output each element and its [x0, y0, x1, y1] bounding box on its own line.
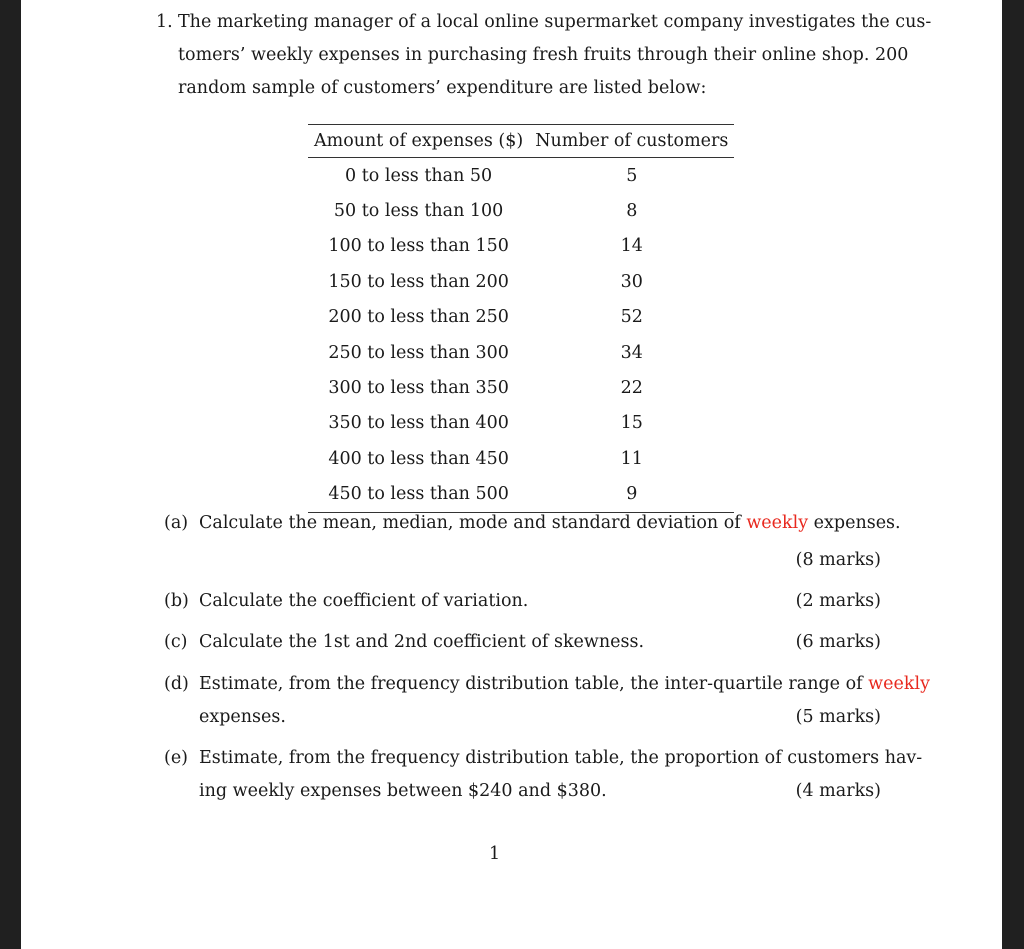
count-cell: 30 [620, 271, 643, 292]
question-1 [156, 6, 932, 105]
count-cell: 14 [620, 236, 643, 257]
part-text [199, 674, 930, 694]
range-cell: 0 to less than 50 [345, 165, 493, 186]
table-row [308, 264, 734, 299]
table-row [308, 477, 734, 513]
count-cell: 8 [626, 201, 638, 222]
part-text-line-2: ing weekly expenses between $240 and $380. [199, 781, 607, 801]
range-cell: 250 to less than 300 [328, 342, 509, 363]
table-row [308, 300, 734, 335]
part-text: Calculate the 1st and 2nd coefficient of skewness. [199, 632, 645, 652]
marks-label: (2 marks) [795, 591, 881, 611]
question-line-3: random sample of customers’ expenditure are listed below: [178, 78, 707, 98]
table-row [308, 158, 734, 194]
count-cell: 34 [620, 342, 643, 363]
part-text-segment: Estimate, from the frequency distribution table, the inter-quartile range of [199, 674, 869, 694]
part-text-segment: expenses. [808, 513, 901, 533]
marks-label: (8 marks) [795, 550, 881, 570]
highlight-word: weekly [868, 674, 930, 694]
part-label: (a) [164, 513, 189, 533]
table-row [308, 406, 734, 441]
part-text-line-2: expenses. [199, 707, 286, 727]
question-number: 1. [156, 12, 173, 32]
table-row [308, 229, 734, 264]
question-line-2: tomers’ weekly expenses in purchasing fresh fruits through their online shop. 200 [178, 45, 909, 65]
part-text-segment: Calculate the mean, median, mode and standard deviation of [199, 513, 747, 533]
highlight-word: weekly [746, 513, 809, 533]
header-customers: Number of customers [529, 125, 734, 158]
frequency-table [308, 124, 734, 513]
question-line-1: The marketing manager of a local online supermarket company investigates the cus- [178, 12, 932, 32]
marks-label: (4 marks) [795, 781, 881, 801]
table-row [308, 441, 734, 476]
table-row [308, 370, 734, 405]
part-label: (c) [164, 632, 188, 652]
range-cell: 400 to less than 450 [328, 448, 509, 469]
part-label: (e) [164, 748, 189, 768]
count-cell: 5 [626, 165, 638, 186]
range-cell: 150 to less than 200 [328, 271, 509, 292]
table-row [308, 335, 734, 370]
document-page [21, 0, 1002, 949]
range-cell: 350 to less than 400 [328, 413, 509, 434]
table-row [308, 193, 734, 228]
range-cell: 450 to less than 500 [308, 477, 529, 513]
range-cell: 50 to less than 100 [333, 201, 504, 222]
range-cell: 300 to less than 350 [328, 378, 509, 399]
part-label: (b) [164, 591, 189, 611]
part-text: Calculate the coefficient of variation. [199, 591, 529, 611]
part-text: Estimate, from the frequency distribution table, the proportion of customers hav- [199, 748, 923, 768]
header-amount: Amount of expenses ($) [308, 125, 529, 158]
marks-label: (5 marks) [795, 707, 881, 727]
question-body [178, 6, 932, 105]
page-number: 1 [489, 844, 501, 864]
count-cell: 22 [620, 378, 643, 399]
count-cell: 52 [620, 307, 643, 328]
marks-label: (6 marks) [795, 632, 881, 652]
range-cell: 100 to less than 150 [328, 236, 509, 257]
table-header-row [308, 125, 734, 158]
part-text [199, 513, 901, 533]
part-label: (d) [164, 674, 189, 694]
count-cell: 9 [529, 477, 734, 513]
count-cell: 11 [620, 448, 643, 469]
range-cell: 200 to less than 250 [328, 307, 509, 328]
count-cell: 15 [620, 413, 643, 434]
